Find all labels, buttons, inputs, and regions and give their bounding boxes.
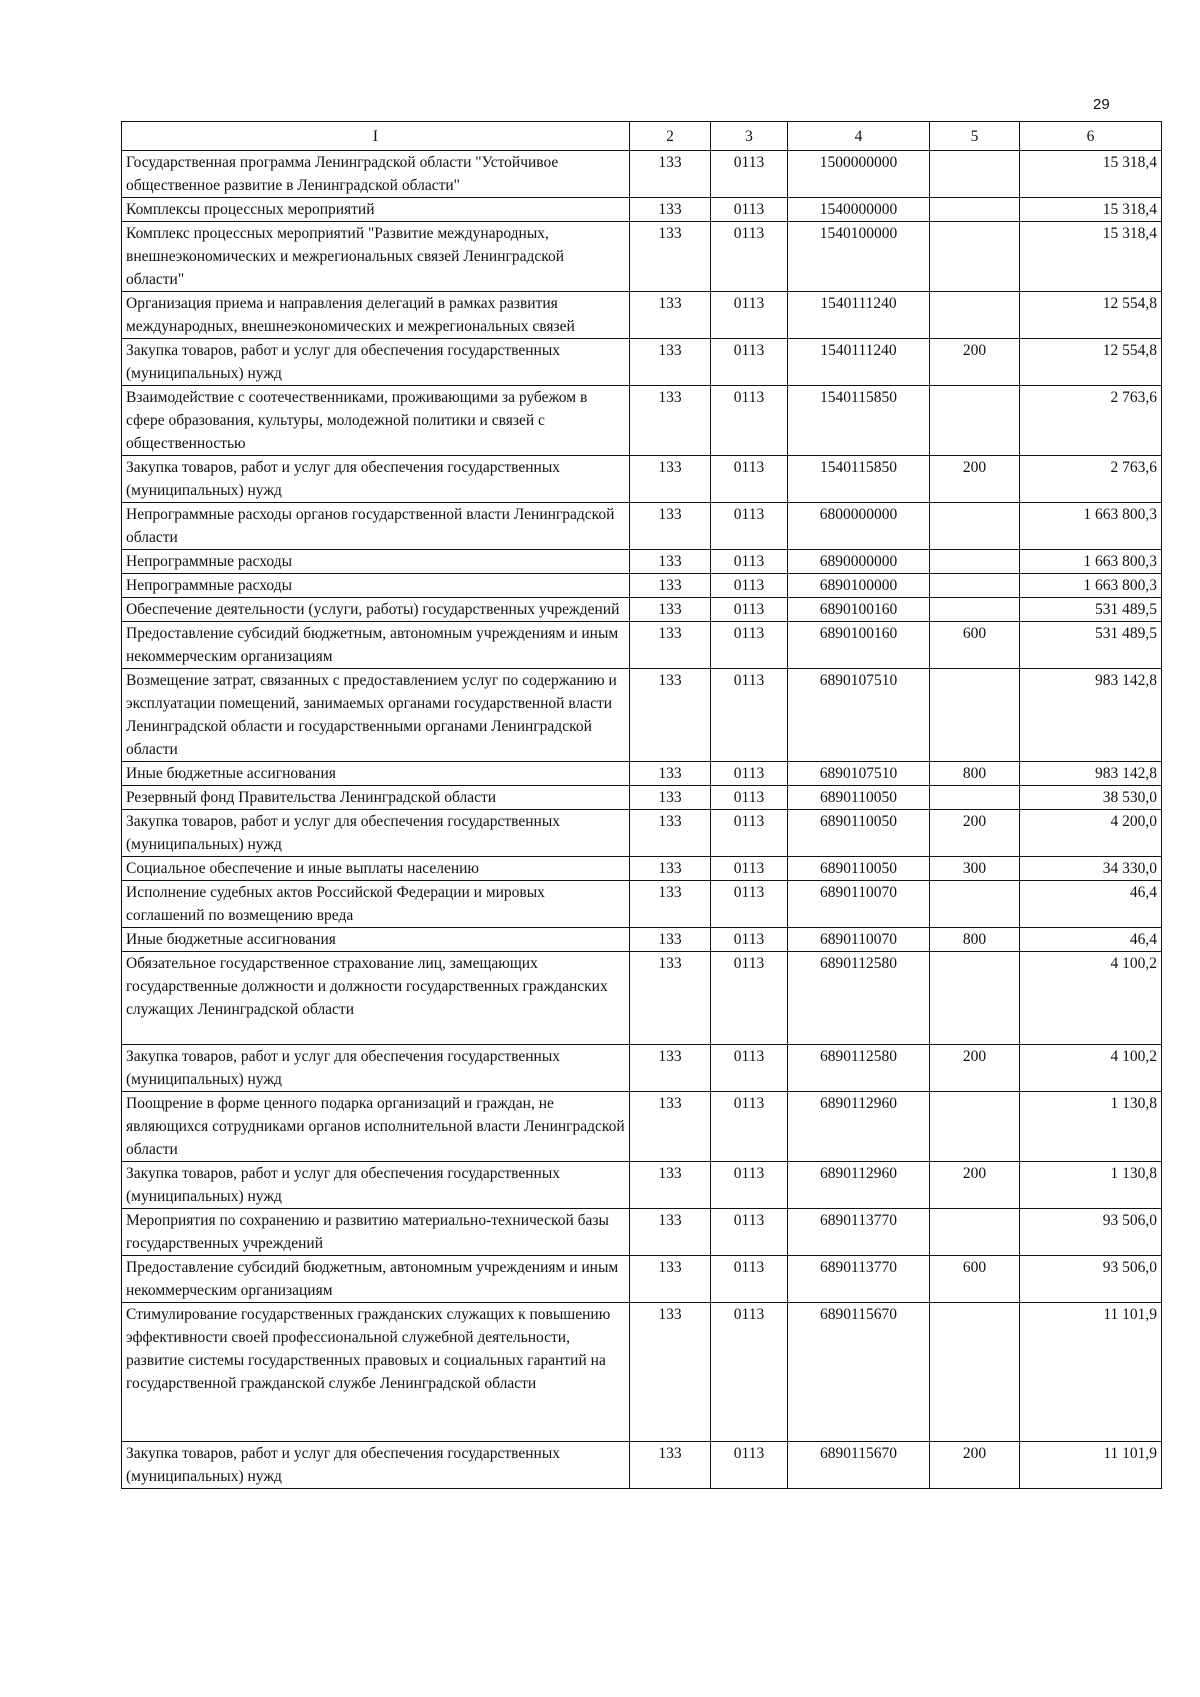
- table-row: [122, 669, 1162, 762]
- cell-name: Предоставление субсидий бюджетным, автономным учреждениям и иным некоммерческим организациям: [122, 1256, 630, 1303]
- cell-col5: [930, 881, 1020, 928]
- cell-col4: 6890110050: [788, 786, 930, 810]
- cell-col3: 0113: [711, 881, 788, 928]
- cell-col2: 133: [630, 1045, 711, 1092]
- column-header-4: 4: [788, 122, 930, 151]
- cell-col2: 133: [630, 198, 711, 222]
- cell-col2: 133: [630, 574, 711, 598]
- cell-col6: 46,4: [1020, 928, 1162, 952]
- cell-col6: 15 318,4: [1020, 198, 1162, 222]
- cell-col2: 133: [630, 762, 711, 786]
- cell-col4: 6890110070: [788, 928, 930, 952]
- cell-col6: 983 142,8: [1020, 762, 1162, 786]
- cell-col2: 133: [630, 669, 711, 762]
- cell-col2: 133: [630, 598, 711, 622]
- cell-name: Исполнение судебных актов Российской Федерации и мировых соглашений по возмещению вреда: [122, 881, 630, 928]
- cell-col6: 12 554,8: [1020, 292, 1162, 339]
- cell-col4: 6890112580: [788, 1045, 930, 1092]
- cell-col5: 800: [930, 928, 1020, 952]
- cell-col4: 6890110070: [788, 881, 930, 928]
- cell-col5: [930, 1092, 1020, 1162]
- cell-col2: 133: [630, 928, 711, 952]
- cell-col4: 6890107510: [788, 669, 930, 762]
- table-row: [122, 151, 1162, 198]
- cell-col6: 12 554,8: [1020, 339, 1162, 386]
- cell-col3: 0113: [711, 786, 788, 810]
- cell-col4: 6890100160: [788, 622, 930, 669]
- table-row: [122, 881, 1162, 928]
- cell-col6: 15 318,4: [1020, 151, 1162, 198]
- cell-col3: 0113: [711, 339, 788, 386]
- column-header-1: I: [122, 122, 630, 151]
- cell-col4: 1540115850: [788, 386, 930, 456]
- table-row: [122, 1162, 1162, 1209]
- cell-col3: 0113: [711, 503, 788, 550]
- cell-col2: 133: [630, 881, 711, 928]
- page-number: 29: [1093, 96, 1110, 113]
- cell-col5: [930, 669, 1020, 762]
- table-row: [122, 786, 1162, 810]
- cell-col4: 6890110050: [788, 810, 930, 857]
- cell-name: Возмещение затрат, связанных с предоставлением услуг по содержанию и эксплуатации помещений, занимаемых органами государственной власти Ленинградской области и государственными органами Ленинградской области: [122, 669, 630, 762]
- cell-col4: 6890113770: [788, 1256, 930, 1303]
- cell-col4: 6890112960: [788, 1162, 930, 1209]
- cell-col6: 4 100,2: [1020, 952, 1162, 1045]
- cell-col3: 0113: [711, 456, 788, 503]
- table-row: [122, 1092, 1162, 1162]
- cell-col4: 6890100160: [788, 598, 930, 622]
- cell-col3: 0113: [711, 292, 788, 339]
- cell-col5: 200: [930, 339, 1020, 386]
- cell-name: Стимулирование государственных гражданских служащих к повышению эффективности своей профессиональной служебной деятельности, развитие системы государственных правовых и социальных гарантий на государственной гражданской службе Ленинградской области: [122, 1303, 630, 1442]
- cell-col6: 983 142,8: [1020, 669, 1162, 762]
- cell-name: Социальное обеспечение и иные выплаты населению: [122, 857, 630, 881]
- cell-col6: 2 763,6: [1020, 456, 1162, 503]
- cell-col3: 0113: [711, 198, 788, 222]
- table-row: [122, 928, 1162, 952]
- cell-col6: 11 101,9: [1020, 1442, 1162, 1489]
- cell-col3: 0113: [711, 1256, 788, 1303]
- cell-name: Взаимодействие с соотечественниками, проживающими за рубежом в сфере образования, культуры, молодежной политики и связей с общественностью: [122, 386, 630, 456]
- table-header-row: [122, 122, 1162, 151]
- column-header-6: 6: [1020, 122, 1162, 151]
- cell-col5: [930, 503, 1020, 550]
- cell-col5: [930, 786, 1020, 810]
- cell-col2: 133: [630, 386, 711, 456]
- cell-col2: 133: [630, 339, 711, 386]
- table-row: [122, 598, 1162, 622]
- cell-col3: 0113: [711, 1045, 788, 1092]
- table-row: [122, 1209, 1162, 1256]
- cell-col3: 0113: [711, 151, 788, 198]
- table-row: [122, 1045, 1162, 1092]
- cell-col6: 1 663 800,3: [1020, 550, 1162, 574]
- table-row: [122, 857, 1162, 881]
- cell-col3: 0113: [711, 1092, 788, 1162]
- cell-col4: 6890113770: [788, 1209, 930, 1256]
- cell-col2: 133: [630, 222, 711, 292]
- budget-table: [121, 121, 1162, 1489]
- cell-col5: 800: [930, 762, 1020, 786]
- cell-col4: 1540111240: [788, 339, 930, 386]
- cell-name: Закупка товаров, работ и услуг для обеспечения государственных (муниципальных) нужд: [122, 1442, 630, 1489]
- cell-col2: 133: [630, 622, 711, 669]
- cell-col5: 200: [930, 456, 1020, 503]
- cell-col3: 0113: [711, 857, 788, 881]
- table-row: [122, 339, 1162, 386]
- cell-col3: 0113: [711, 1442, 788, 1489]
- cell-name: Непрограммные расходы органов государственной власти Ленинградской области: [122, 503, 630, 550]
- cell-name: Организация приема и направления делегаций в рамках развития международных, внешнеэкономических и межрегиональных связей: [122, 292, 630, 339]
- cell-col5: [930, 1303, 1020, 1442]
- cell-col4: 1500000000: [788, 151, 930, 198]
- table-row: [122, 810, 1162, 857]
- table-row: [122, 198, 1162, 222]
- table-row: [122, 550, 1162, 574]
- cell-col3: 0113: [711, 574, 788, 598]
- table-row: [122, 1256, 1162, 1303]
- cell-col5: [930, 222, 1020, 292]
- cell-name: Непрограммные расходы: [122, 574, 630, 598]
- cell-col4: 6890115670: [788, 1303, 930, 1442]
- column-header-5: 5: [930, 122, 1020, 151]
- cell-name: Обеспечение деятельности (услуги, работы) государственных учреждений: [122, 598, 630, 622]
- table-row: [122, 952, 1162, 1045]
- cell-col2: 133: [630, 952, 711, 1045]
- cell-col5: 200: [930, 1442, 1020, 1489]
- cell-name: Комплекс процессных мероприятий "Развитие международных, внешнеэкономических и межрегиональных связей Ленинградской области": [122, 222, 630, 292]
- cell-col6: 531 489,5: [1020, 622, 1162, 669]
- table-row: [122, 456, 1162, 503]
- cell-col6: 34 330,0: [1020, 857, 1162, 881]
- cell-col3: 0113: [711, 550, 788, 574]
- cell-name: Закупка товаров, работ и услуг для обеспечения государственных (муниципальных) нужд: [122, 810, 630, 857]
- cell-col5: [930, 386, 1020, 456]
- column-header-2: 2: [630, 122, 711, 151]
- cell-col6: 2 763,6: [1020, 386, 1162, 456]
- cell-col6: 1 663 800,3: [1020, 574, 1162, 598]
- cell-name: Закупка товаров, работ и услуг для обеспечения государственных (муниципальных) нужд: [122, 1162, 630, 1209]
- cell-name: Непрограммные расходы: [122, 550, 630, 574]
- table-row: [122, 574, 1162, 598]
- cell-col4: 6800000000: [788, 503, 930, 550]
- cell-col5: [930, 198, 1020, 222]
- table-row: [122, 503, 1162, 550]
- cell-col3: 0113: [711, 669, 788, 762]
- cell-name: Мероприятия по сохранению и развитию материально-технической базы государственных учреждений: [122, 1209, 630, 1256]
- cell-name: Иные бюджетные ассигнования: [122, 928, 630, 952]
- cell-col2: 133: [630, 1442, 711, 1489]
- cell-name: Предоставление субсидий бюджетным, автономным учреждениям и иным некоммерческим организациям: [122, 622, 630, 669]
- cell-col2: 133: [630, 292, 711, 339]
- cell-col5: [930, 550, 1020, 574]
- cell-name: Иные бюджетные ассигнования: [122, 762, 630, 786]
- cell-col5: 600: [930, 622, 1020, 669]
- cell-col3: 0113: [711, 1162, 788, 1209]
- cell-col2: 133: [630, 857, 711, 881]
- cell-col6: 1 663 800,3: [1020, 503, 1162, 550]
- cell-col2: 133: [630, 456, 711, 503]
- cell-col3: 0113: [711, 222, 788, 292]
- cell-col5: 200: [930, 1162, 1020, 1209]
- table-row: [122, 762, 1162, 786]
- cell-col5: 600: [930, 1256, 1020, 1303]
- cell-col5: [930, 1209, 1020, 1256]
- cell-name: Комплексы процессных мероприятий: [122, 198, 630, 222]
- table-row: [122, 1303, 1162, 1442]
- cell-col2: 133: [630, 1303, 711, 1442]
- table-row: [122, 222, 1162, 292]
- cell-col5: [930, 574, 1020, 598]
- cell-col3: 0113: [711, 1209, 788, 1256]
- cell-col2: 133: [630, 151, 711, 198]
- cell-col4: 6890115670: [788, 1442, 930, 1489]
- cell-col3: 0113: [711, 598, 788, 622]
- cell-col2: 133: [630, 786, 711, 810]
- cell-col6: 38 530,0: [1020, 786, 1162, 810]
- cell-col6: 4 200,0: [1020, 810, 1162, 857]
- cell-col6: 1 130,8: [1020, 1092, 1162, 1162]
- column-header-3: 3: [711, 122, 788, 151]
- table-row: [122, 292, 1162, 339]
- cell-col2: 133: [630, 810, 711, 857]
- cell-name: Обязательное государственное страхование лиц, замещающих государственные должности и должности государственных гражданских служащих Ленинградской области: [122, 952, 630, 1045]
- table-row: [122, 386, 1162, 456]
- cell-name: Государственная программа Ленинградской области "Устойчивое общественное развитие в Ленинградской области": [122, 151, 630, 198]
- cell-col3: 0113: [711, 762, 788, 786]
- cell-col5: 300: [930, 857, 1020, 881]
- cell-col3: 0113: [711, 622, 788, 669]
- cell-name: Закупка товаров, работ и услуг для обеспечения государственных (муниципальных) нужд: [122, 456, 630, 503]
- cell-col4: 6890110050: [788, 857, 930, 881]
- cell-col6: 15 318,4: [1020, 222, 1162, 292]
- table-row: [122, 1442, 1162, 1489]
- cell-col2: 133: [630, 503, 711, 550]
- cell-col3: 0113: [711, 952, 788, 1045]
- cell-col3: 0113: [711, 386, 788, 456]
- cell-col6: 46,4: [1020, 881, 1162, 928]
- cell-col4: 6890000000: [788, 550, 930, 574]
- cell-col3: 0113: [711, 928, 788, 952]
- cell-col4: 6890107510: [788, 762, 930, 786]
- cell-col2: 133: [630, 1092, 711, 1162]
- cell-col2: 133: [630, 550, 711, 574]
- cell-col4: 6890112580: [788, 952, 930, 1045]
- cell-col6: 531 489,5: [1020, 598, 1162, 622]
- table-body: [122, 151, 1162, 1489]
- cell-col4: 6890112960: [788, 1092, 930, 1162]
- cell-col5: 200: [930, 810, 1020, 857]
- cell-col5: [930, 292, 1020, 339]
- cell-name: Резервный фонд Правительства Ленинградской области: [122, 786, 630, 810]
- cell-col5: [930, 151, 1020, 198]
- cell-col6: 93 506,0: [1020, 1256, 1162, 1303]
- cell-col4: 6890100000: [788, 574, 930, 598]
- cell-name: Поощрение в форме ценного подарка организаций и граждан, не являющихся сотрудниками органов исполнительной власти Ленинградской области: [122, 1092, 630, 1162]
- cell-col2: 133: [630, 1209, 711, 1256]
- cell-name: Закупка товаров, работ и услуг для обеспечения государственных (муниципальных) нужд: [122, 339, 630, 386]
- cell-col2: 133: [630, 1162, 711, 1209]
- cell-col4: 1540100000: [788, 222, 930, 292]
- cell-col4: 1540111240: [788, 292, 930, 339]
- cell-col3: 0113: [711, 1303, 788, 1442]
- cell-col5: [930, 598, 1020, 622]
- cell-col4: 1540115850: [788, 456, 930, 503]
- cell-col5: 200: [930, 1045, 1020, 1092]
- cell-col6: 4 100,2: [1020, 1045, 1162, 1092]
- cell-col3: 0113: [711, 810, 788, 857]
- cell-col4: 1540000000: [788, 198, 930, 222]
- cell-col5: [930, 952, 1020, 1045]
- cell-col6: 1 130,8: [1020, 1162, 1162, 1209]
- cell-col2: 133: [630, 1256, 711, 1303]
- cell-col6: 93 506,0: [1020, 1209, 1162, 1256]
- cell-col6: 11 101,9: [1020, 1303, 1162, 1442]
- cell-name: Закупка товаров, работ и услуг для обеспечения государственных (муниципальных) нужд: [122, 1045, 630, 1092]
- table-row: [122, 622, 1162, 669]
